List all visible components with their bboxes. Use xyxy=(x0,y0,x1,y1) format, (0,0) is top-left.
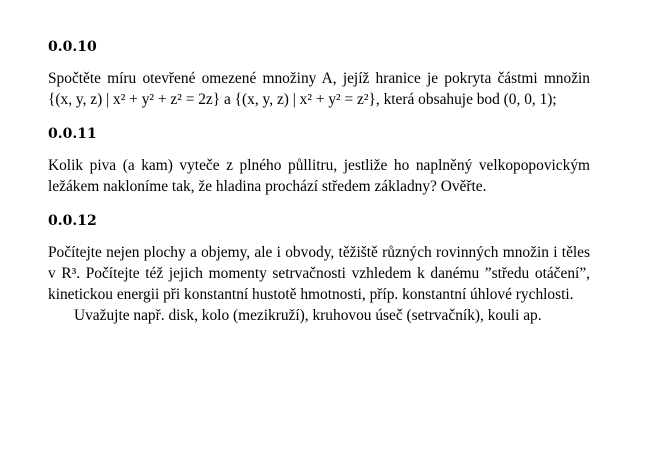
exercise-text: Počítejte nejen plochy a objemy, ale i obvody, těžiště různých rovinných množin i těles v R³. Počítejte též jejich momenty setrvačnosti vzhledem k danému ”středu otáčení”, kinetickou energii při konstantní hustotě hmotnosti, příp. konstantní úhlové rychlosti. xyxy=(48,244,590,303)
exercise-text: Kolik piva (a kam) vyteče z plného půllitru, jestliže ho naplněný velkopopovickým ležákem nakloníme tak, že hladina prochází středem základny? Ověřte. xyxy=(48,157,590,195)
exercise-text: Spočtěte míru otevřené omezené množiny A, jejíž hranice je pokryta částmi množin {(x, y, z) | x² + y² + z² = 2z} a {(x, y, z) | x² + y² = z²}, která obsahuje bod (0, 0, 1); xyxy=(48,70,590,108)
exercise-0-0-11 xyxy=(48,125,590,197)
exercise-0-0-12 xyxy=(48,212,590,326)
exercise-heading: 0.0.11 xyxy=(48,126,97,142)
exercise-heading: 0.0.10 xyxy=(48,39,97,55)
document-page xyxy=(48,38,590,341)
exercise-heading: 0.0.12 xyxy=(48,213,97,229)
exercise-text-continued: Uvažujte např. disk, kolo (mezikruží), kruhovou úseč (setrvačník), kouli ap. xyxy=(74,307,542,324)
exercise-0-0-10 xyxy=(48,38,590,110)
